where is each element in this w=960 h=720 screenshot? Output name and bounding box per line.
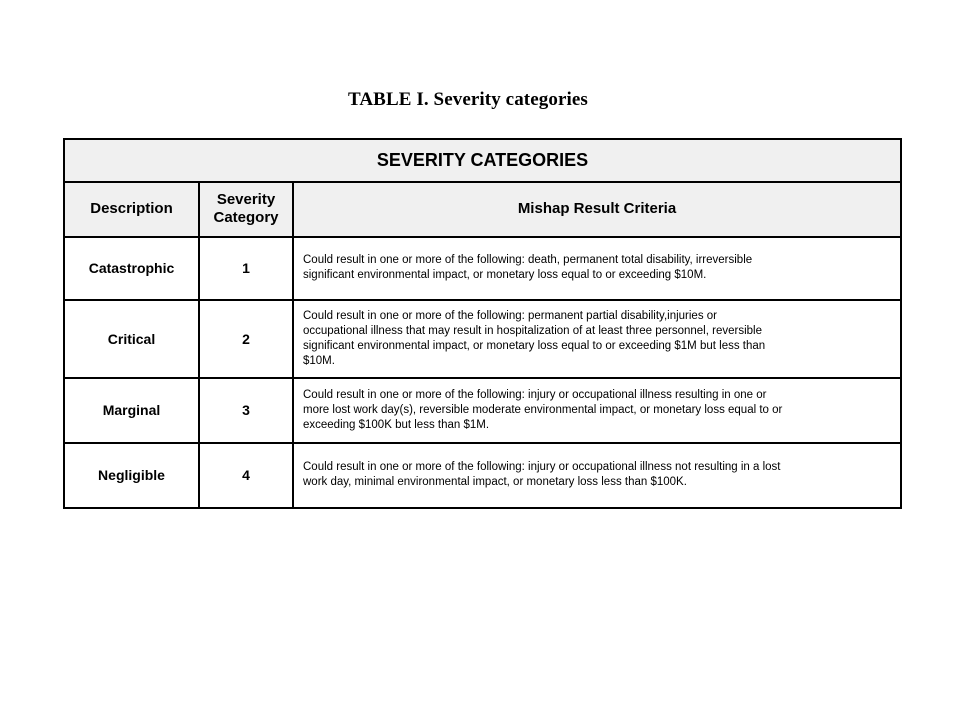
table-row: [64, 300, 901, 378]
header-mishap-result-criteria: Mishap Result Criteria: [293, 182, 901, 236]
table-header-row: [64, 182, 901, 236]
row-description: Critical: [64, 300, 199, 378]
row-category: 2: [199, 300, 293, 378]
row-criteria-text: Could result in one or more of the following: injury or occupational illness resulting in one or more lost work day(s), reversible moderate environmental impact, or monetary loss equal to or exceeding $100K but less than $1M.: [303, 388, 783, 431]
severity-table: [63, 138, 902, 509]
row-criteria-text: Could result in one or more of the following: death, permanent total disability, irreversible significant environmental impact, or monetary loss equal to or exceeding $10M.: [303, 254, 753, 282]
row-category: 4: [199, 443, 293, 508]
header-severity-category: Severity Category: [199, 182, 293, 236]
row-criteria: [293, 378, 901, 442]
table-title: SEVERITY CATEGORIES: [64, 139, 901, 182]
row-criteria-text: Could result in one or more of the following: permanent partial disability,injuries or occupational illness that may result in hospitalization of at least three personnel, reversible significant environmental impact, or monetary loss equal to or exceeding $1M but less than $10M.: [303, 310, 766, 368]
row-category: 1: [199, 237, 293, 300]
table-row: [64, 443, 901, 508]
table-row: [64, 378, 901, 442]
table-title-row: [64, 139, 901, 182]
header-description: Description: [64, 182, 199, 236]
table-caption: TABLE I. Severity categories: [348, 89, 588, 110]
row-criteria: [293, 237, 901, 300]
table-row: [64, 237, 901, 300]
row-category: 3: [199, 378, 293, 442]
row-description: Marginal: [64, 378, 199, 442]
row-criteria: [293, 300, 901, 378]
row-description: Catastrophic: [64, 237, 199, 300]
row-criteria-text: Could result in one or more of the following: injury or occupational illness not resulting in a lost work day, minimal environmental impact, or monetary loss less than $100K.: [303, 461, 781, 489]
row-criteria: [293, 443, 901, 508]
row-description: Negligible: [64, 443, 199, 508]
